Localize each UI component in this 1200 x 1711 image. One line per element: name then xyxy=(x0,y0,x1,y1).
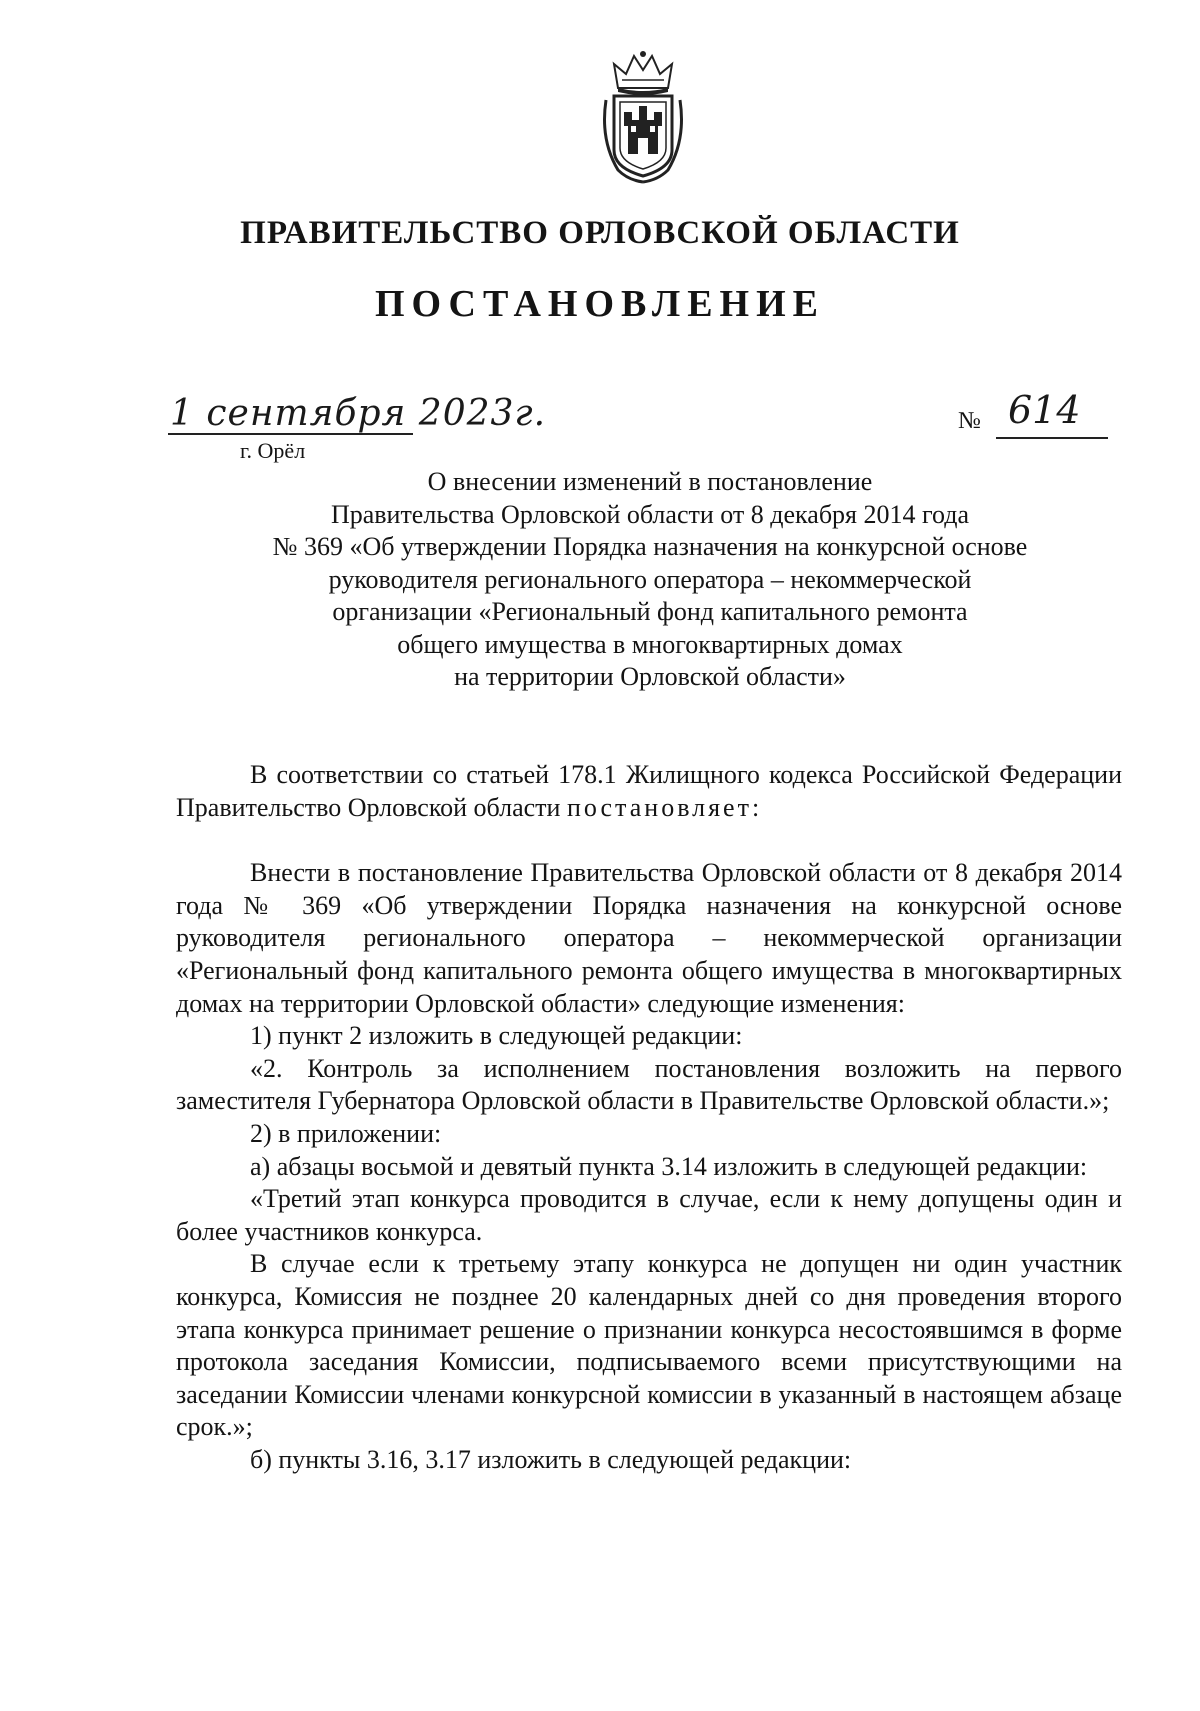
handwritten-date: 1 сентября 2023г. xyxy=(170,393,547,434)
resolves-colon: : xyxy=(751,792,760,822)
subject-line: № 369 «Об утверждении Порядка назначения на конкурсной основе xyxy=(272,532,1028,561)
document-body xyxy=(176,759,1122,1476)
item-2a: а) абзацы восьмой и девятый пункта 3.14 изложить в следующей редакции: xyxy=(250,1151,1088,1181)
quote-paragraph-2: В случае если к третьему этапу конкурса не допущен ни один участник конкурса, Комиссия не позднее 20 календарных дней со дня проведения второго этапа конкурса принимает решение о признании конкурса несостоявшимся в форме протокола заседания Комиссии, подписываемого всеми присутствующими на заседании Комиссии членами конкурсной комиссии в указанный в настоящем абзаце срок.»; xyxy=(176,1249,1122,1442)
number-label: № xyxy=(958,408,981,434)
item-1-text: «2. Контроль за исполнением постановления возложить на первого заместителя Губернатора Орловской области в Правительстве Орловской области.»; xyxy=(176,1053,1122,1116)
document-subject xyxy=(170,466,1130,694)
coat-of-arms-icon xyxy=(598,50,688,185)
subject-line: Правительства Орловской области от 8 декабря 2014 года xyxy=(330,499,970,529)
subject-line: на территории Орловской области» xyxy=(454,662,846,691)
item-1: 1) пункт 2 изложить в следующей редакции: xyxy=(250,1021,743,1051)
quote-paragraph-1: «Третий этап конкурса проводится в случае, если к нему допущены один и более участников конкурса. xyxy=(176,1184,1122,1246)
government-name: ПРАВИТЕЛЬСТВО ОРЛОВСКОЙ ОБЛАСТИ xyxy=(240,215,960,251)
city-label: г. Орёл xyxy=(240,438,306,463)
document-type-title: ПОСТАНОВЛЕНИЕ xyxy=(374,283,826,325)
number-underline xyxy=(996,437,1108,439)
preamble-paragraph xyxy=(176,759,1122,824)
subject-line: организации «Региональный фонд капитального ремонта xyxy=(332,597,968,626)
date-underline xyxy=(168,433,413,435)
handwritten-number: 614 xyxy=(1008,388,1081,432)
item-2: 2) в приложении: xyxy=(250,1118,442,1148)
subject-line: руководителя регионального оператора – некоммерческой xyxy=(328,564,972,594)
main-paragraph: Внести в постановление Правительства Орловской области от 8 декабря 2014 года № 369 «Об утверждении Порядка назначения на конкурсной основе руководителя регионального оператора – некоммерческой организации «Региональный фонд капитального ремонта общего имущества в многоквартирных домах на территории Орловской области» следующие изменения: xyxy=(176,858,1122,1018)
resolves-word: постановляет xyxy=(566,792,752,822)
subject-line: О внесении изменений в постановление xyxy=(427,467,873,496)
item-2b: б) пункты 3.16, 3.17 изложить в следующей редакции: xyxy=(250,1444,852,1474)
preamble-text: В соответствии со статьей 178.1 Жилищного кодекса Российской Федерации Правительство Орловской области xyxy=(176,760,1122,822)
subject-line: общего имущества в многоквартирных домах xyxy=(397,629,903,659)
